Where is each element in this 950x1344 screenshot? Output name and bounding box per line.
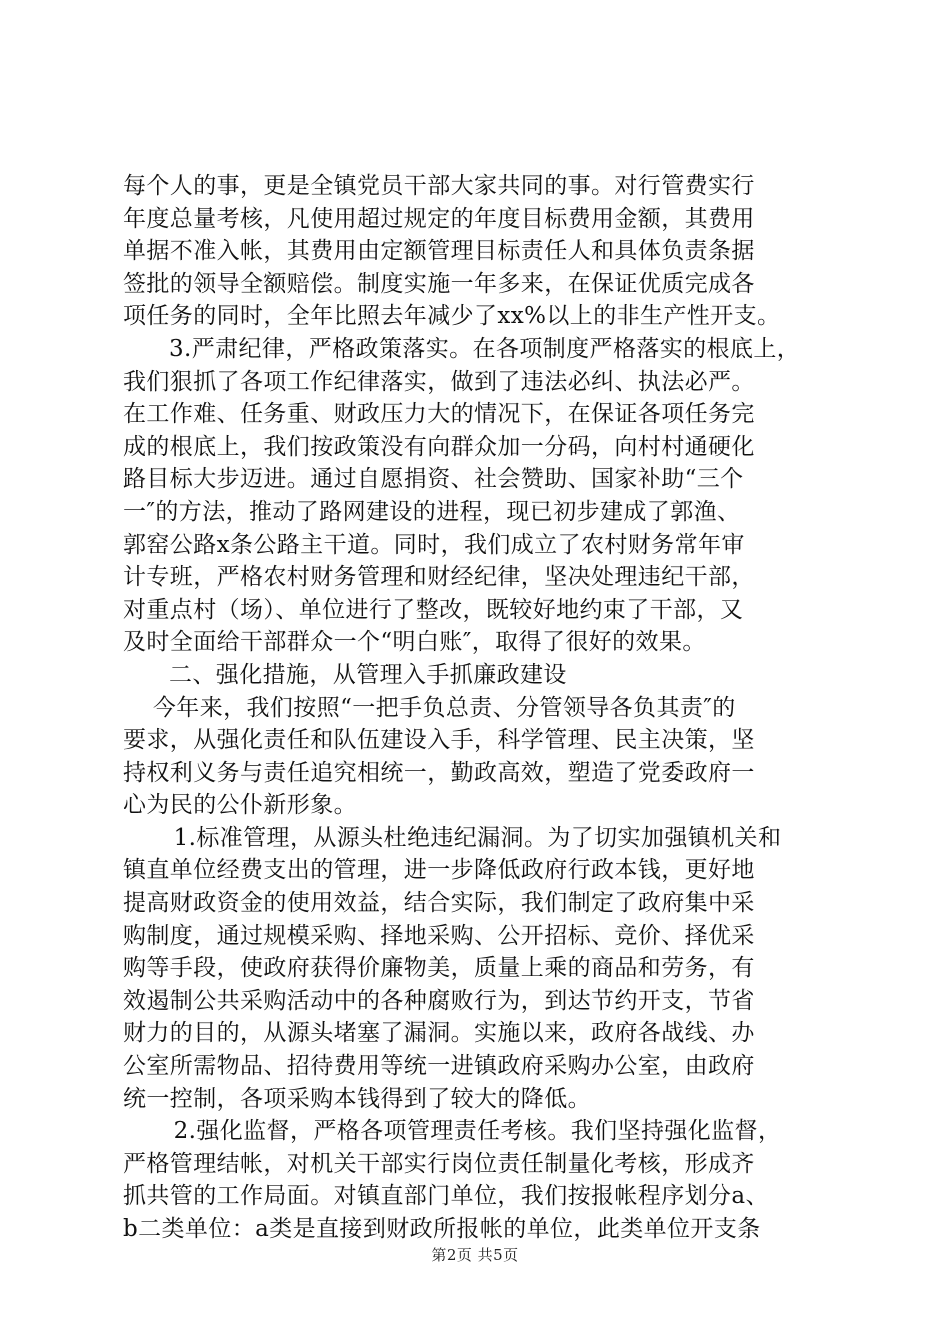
text-line: 一″的方法，推动了路网建设的进程，现已初步建成了郭渔、 (123, 498, 741, 525)
text-line: 及时全面给干部群众一个“明白账″，取得了很好的效果。 (123, 629, 706, 656)
text-line: 对重点村（场）、单位进行了整改，既较好地约束了干部，又 (123, 596, 744, 623)
text-line: 财力的目的，从源头堵塞了漏洞。实施以来，政府各战线、办 (123, 1020, 755, 1047)
text-line: 成的根底上，我们按政策没有向群众加一分码，向村村通硬化 (123, 433, 755, 460)
text-line: 我们狠抓了各项工作纪律落实，做到了违法必纠、执法必严。 (123, 368, 755, 395)
text-line: 计专班，严格农村财务管理和财经纪律，坚决处理违纪干部， (123, 564, 755, 591)
text-line: 签批的领导全额赔偿。制度实施一年多来，在保证优质完成各 (123, 270, 755, 297)
text-line: 购制度，通过规模采购、择地采购、公开招标、竞价、择优采 (123, 922, 755, 949)
text-line: 严格管理结帐，对机关干部实行岗位责任制量化考核，形成齐 (123, 1150, 755, 1177)
text-line: 二、强化措施，从管理入手抓廉政建设 (169, 661, 567, 688)
text-line: 公室所需物品、招待费用等统一进镇政府采购办公室，由政府 (123, 1053, 755, 1080)
text-line: 持权利义务与责任追究相统一，勤政高效，塑造了党委政府一 (123, 759, 755, 786)
text-line: 在工作难、任务重、财政压力大的情况下，在保证各项任务完 (123, 401, 755, 428)
text-line: 1.标准管理，从源头杜绝违纪漏洞。为了切实加强镇机关和 (173, 824, 782, 851)
text-line: 购等手段，使政府获得价廉物美，质量上乘的商品和劳务，有 (123, 955, 755, 982)
text-line: 3.严肃纪律，严格政策落实。在各项制度严格落实的根底上， (169, 335, 801, 362)
text-line: 郭窑公路x条公路主干道。同时，我们成立了农村财务常年审 (123, 531, 745, 558)
document-body (123, 170, 835, 1246)
text-line: b二类单位：a类是直接到财政所报帐的单位，此类单位开支条 (123, 1216, 761, 1242)
page-footer: 第2页 共5页 (431, 1246, 519, 1264)
text-line: 镇直单位经费支出的管理，进一步降低政府行政本钱，更好地 (123, 857, 755, 884)
text-line: 路目标大步迈进。通过自愿捐资、社会赞助、国家补助“三个 (123, 466, 744, 493)
text-line: 要求，从强化责任和队伍建设入手，科学管理、民主决策，坚 (123, 727, 755, 754)
text-line: 抓共管的工作局面。对镇直部门单位，我们按报帐程序划分a、 (123, 1183, 769, 1210)
text-line: 每个人的事，更是全镇党员干部大家共同的事。对行管费实行 (123, 173, 755, 199)
text-line: 提高财政资金的使用效益，结合实际，我们制定了政府集中采 (123, 890, 755, 917)
text-line: 统一控制，各项采购本钱得到了较大的降低。 (123, 1085, 591, 1112)
text-line: 心为民的公仆新形象。 (123, 792, 357, 819)
text-line: 2.强化监督，严格各项管理责任考核。我们坚持强化监督， (173, 1118, 782, 1145)
text-line: 单据不准入帐，其费用由定额管理目标责任人和具体负责条据 (123, 238, 755, 265)
text-line: 年度总量考核，凡使用超过规定的年度目标费用金额，其费用 (123, 205, 755, 232)
text-line: 项任务的同时，全年比照去年减少了xx%以上的非生产性开支。 (123, 303, 781, 330)
text-line: 效遏制公共采购活动中的各种腐败行为，到达节约开支，节省 (123, 987, 755, 1014)
text-line: 今年来，我们按照“一把手负总责、分管领导各负其责″的 (152, 694, 736, 721)
